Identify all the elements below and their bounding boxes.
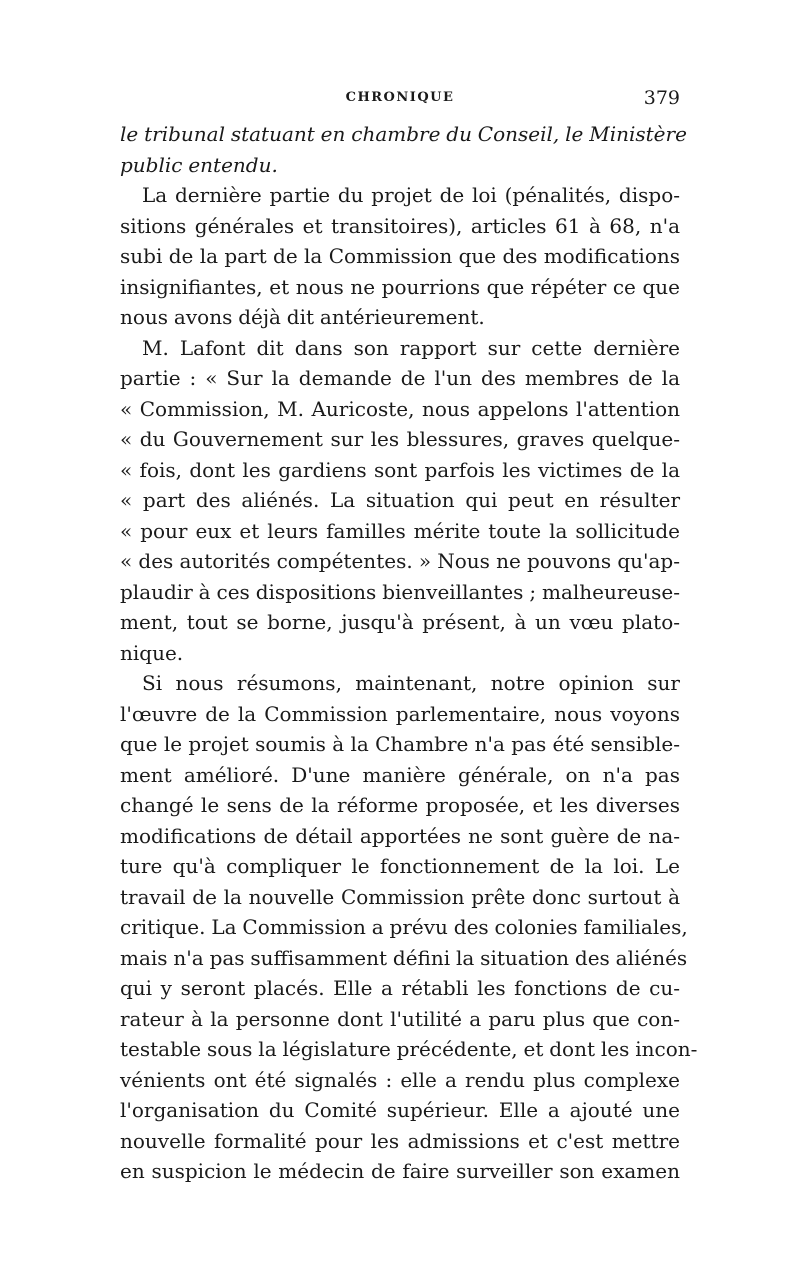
text-line: Si nous résumons, maintenant, notre opinion sur [142,671,680,695]
text-line: mais n'a pas suffisamment défini la situation des aliénés [120,945,688,970]
text-line: en suspicion le médecin de faire surveiller son examen [120,1159,680,1183]
text-line: M. Lafont dit dans son rapport sur cette dernière [142,335,680,360]
text-line: modifications de détail apportées ne sont guère de na- [120,823,680,848]
page-number: 379 [643,87,680,109]
text-line: « Commission, M. Auricoste, nous appelons l'attention [120,396,680,421]
text-line: testable sous la législature précédente, et dont les incon- [120,1037,698,1061]
text-line: ture qu'à compliquer le fonctionnement de la loi. Le [120,854,680,878]
text-line: ment, tout se borne, jusqu'à présent, à un vœu plato- [120,610,680,634]
text-line: l'organisation du Comité supérieur. Elle a ajouté une [120,1098,680,1122]
text-line: subi de la part de la Commission que des modifications [120,244,680,268]
text-line: travail de la nouvelle Commission prête donc surtout à [120,884,680,909]
text-line: qui y seront placés. Elle a rétabli les fonctions de cu- [120,976,680,1000]
text-line: sitions générales et transitoires), articles 61 à 68, n'a [120,213,680,238]
text-line: que le projet soumis à la Chambre n'a pas été sensible- [120,732,680,756]
text-line: insignifiantes, et nous ne pourrions que répéter ce que [120,274,680,299]
text-line: La dernière partie du projet de loi (pénalités, dispo- [142,183,680,207]
text-line: l'œuvre de la Commission parlementaire, nous voyons [120,701,680,726]
text-line: vénients ont été signalés : elle a rendu plus complexe [120,1067,680,1092]
running-title: CHRONIQUE [345,90,455,105]
body-text [120,119,698,1187]
text-line: « du Gouvernement sur les blessures, graves quelque- [120,427,680,451]
text-line: « part des aliénés. La situation qui peut en résulter [120,488,680,512]
text-line: critique. La Commission a prévu des colonies familiales, [120,915,688,939]
text-line: « des autorités compétentes. » Nous ne pouvons qu'ap- [120,549,680,573]
text-line: changé le sens de la réforme proposée, et les diverses [120,793,680,817]
text-line: public entendu. [120,152,278,177]
text-line: rateur à la personne dont l'utilité a paru plus que con- [120,1006,680,1031]
text-line: nous avons déjà dit antérieurement. [120,305,485,329]
text-line: « fois, dont les gardiens sont parfois les victimes de la [120,457,680,482]
text-line: « pour eux et leurs familles mérite toute la sollicitude [120,518,680,543]
text-line: partie : « Sur la demande de l'un des membres de la [120,366,680,390]
text-line: ment amélioré. D'une manière générale, on n'a pas [120,762,680,787]
running-head [120,87,680,116]
text-line: le tribunal statuant en chambre du Conseil, le Ministère [120,122,687,146]
text-line: nique. [120,640,184,665]
text-line: nouvelle formalité pour les admissions et c'est mettre [120,1128,680,1153]
text-line: plaudir à ces dispositions bienveillantes ; malheureuse- [120,579,680,604]
